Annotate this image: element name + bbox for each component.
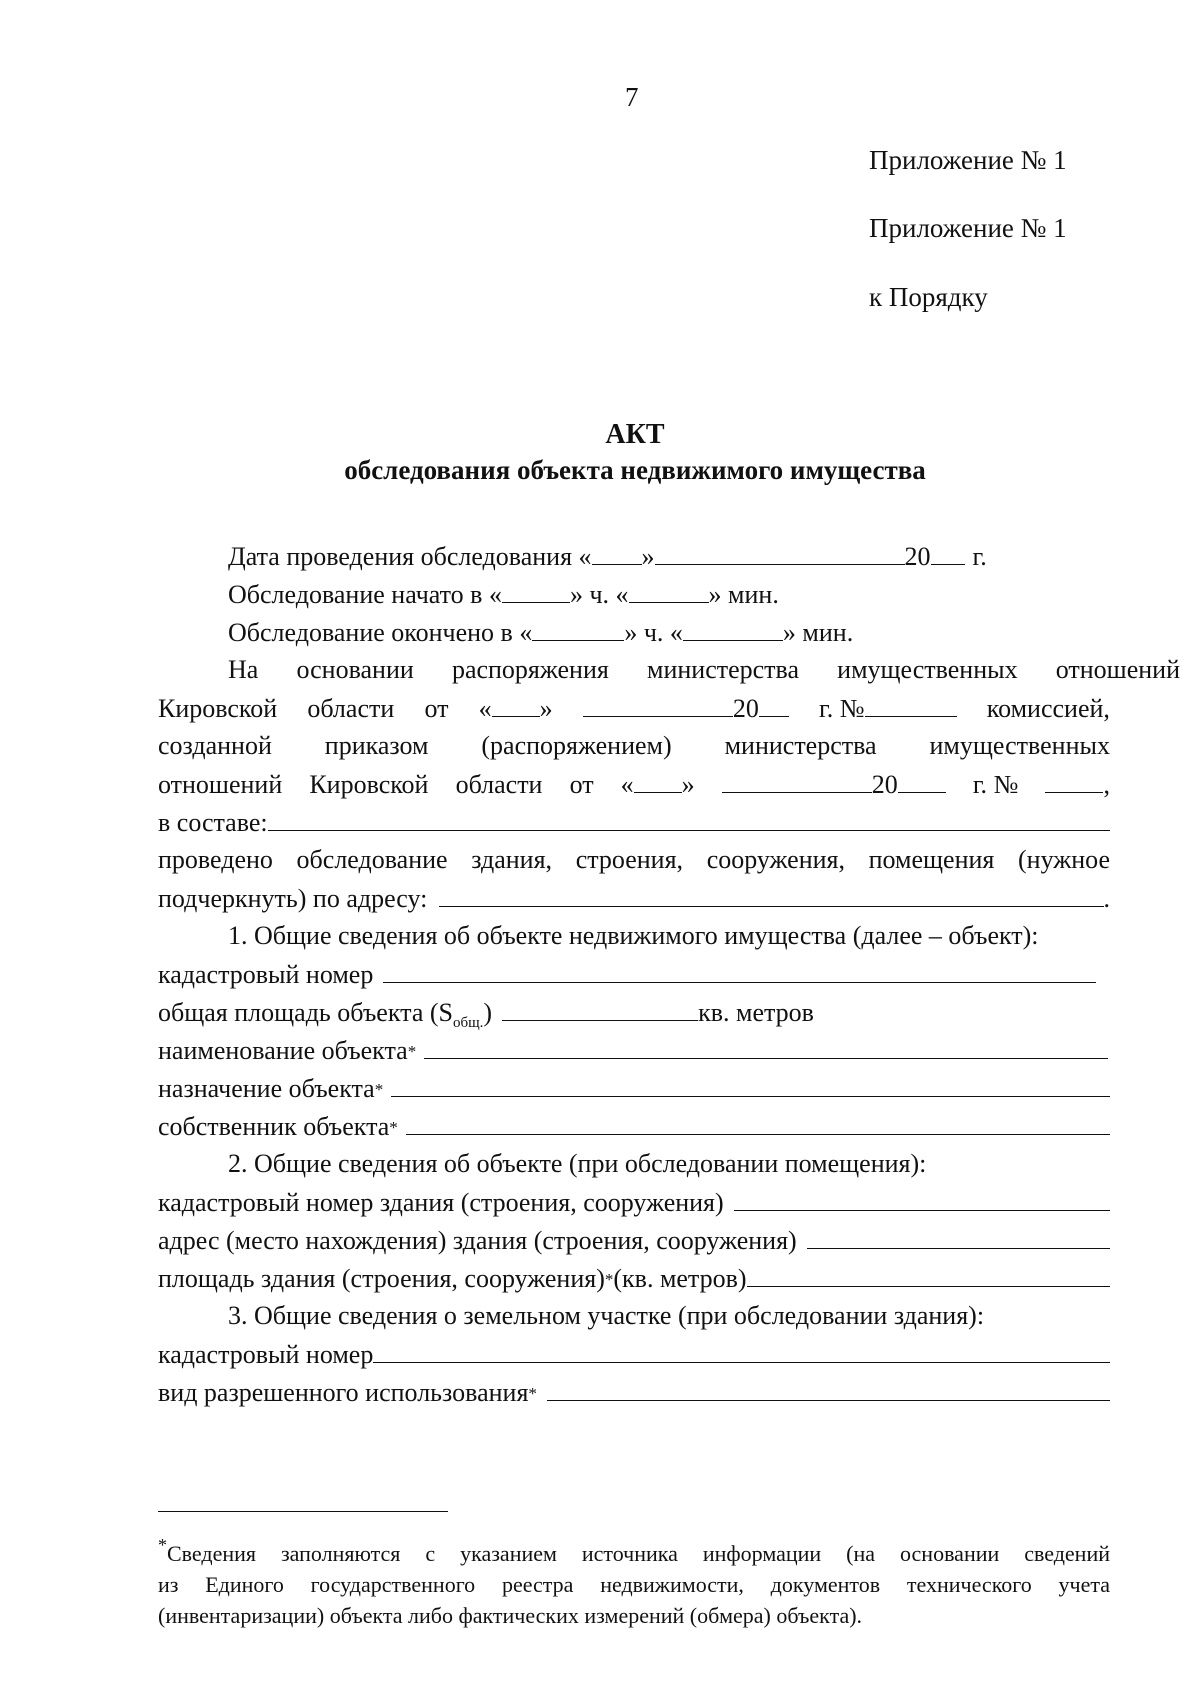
section-2-title: 2. Общие сведения об объекте (при обследовании помещения):: [228, 1149, 927, 1178]
start-minutes-blank[interactable]: [629, 576, 709, 603]
order-number-blank[interactable]: [865, 690, 957, 717]
basis-line-4: отношений Кировской области от « » 20 г. № ,: [158, 766, 1110, 802]
order-month-blank[interactable]: [583, 690, 733, 717]
page-number: 7: [625, 82, 639, 112]
address-blank[interactable]: [439, 880, 1103, 907]
footnote-line-1: *Сведения заполняются с указанием источника информации (на основании сведений: [158, 1534, 1110, 1566]
basis-line-1: На основании распоряжения министерства имущественных отношений: [228, 655, 1180, 684]
section-1-title: 1. Общие сведения об объекте недвижимого имущества (далее – объект):: [228, 921, 1039, 950]
order-year-blank[interactable]: [759, 690, 789, 717]
date-year-blank[interactable]: [931, 538, 965, 565]
s2-address-blank[interactable]: [807, 1222, 1110, 1249]
start-hours-blank[interactable]: [502, 576, 570, 603]
survey-start-line: Обследование начато в « » ч. « » мин.: [158, 576, 1180, 612]
basis-line-3: созданной приказом (распоряжением) министерства имущественных: [158, 731, 1110, 760]
order-day-blank[interactable]: [492, 690, 540, 717]
footnote-separator: [158, 1511, 448, 1512]
s2-cadastral-line: кадастровый номер здания (строения, сооружения): [158, 1184, 1110, 1220]
end-hours-blank[interactable]: [532, 614, 624, 641]
s2-address-line: адрес (место нахождения) здания (строения, сооружения): [158, 1222, 1110, 1258]
s3-cadastral-blank[interactable]: [373, 1336, 1110, 1363]
date-month-blank[interactable]: [655, 538, 905, 565]
s2-cadastral-blank[interactable]: [734, 1184, 1110, 1211]
appendix-label-2: Приложение № 1: [869, 213, 1067, 243]
s1-cadastral-line: кадастровый номер: [158, 956, 1096, 992]
survey-address-line: подчеркнуть) по адресу: .: [158, 880, 1110, 916]
s1-area-line: общая площадь объекта $(S_{общ.})$ кв. метров: [158, 994, 1110, 1030]
s1-name-blank[interactable]: [424, 1032, 1108, 1059]
composition-blank[interactable]: [268, 804, 1110, 831]
s3-use-blank[interactable]: [547, 1374, 1110, 1401]
footnote-line-3: (инвентаризации) объекта либо фактических измерений (обмера) объекта).: [158, 1603, 863, 1628]
decree-month-blank[interactable]: [722, 766, 872, 793]
decree-number-blank[interactable]: [1045, 766, 1103, 793]
s1-name-line: наименование объекта *: [158, 1032, 1108, 1068]
s1-purpose-line: назначение объекта *: [158, 1070, 1110, 1106]
footnote-line-2: из Единого государственного реестра недвижимости, документов технического учета: [158, 1572, 1110, 1597]
survey-object-line-1: проведено обследование здания, строения, сооружения, помещения (нужное: [158, 845, 1110, 874]
basis-line-2: Кировской области от « » 20 г. № комиссией,: [158, 690, 1110, 726]
survey-end-line: Обследование окончено в « » ч. « » мин.: [158, 614, 1180, 650]
s1-area-blank[interactable]: [502, 994, 698, 1021]
decree-day-blank[interactable]: [634, 766, 682, 793]
footnote: [158, 1534, 1110, 1631]
appendix-label-1: Приложение № 1: [869, 145, 1067, 175]
document-title: АКТ: [605, 419, 665, 450]
appendix-order-label: к Порядку: [869, 282, 988, 312]
s3-cadastral-line: кадастровый номер: [158, 1336, 1110, 1372]
s1-purpose-blank[interactable]: [391, 1070, 1110, 1097]
composition-line: в составе:: [158, 804, 1110, 840]
footnote-mark: *: [158, 1534, 167, 1555]
s3-use-line: вид разрешенного использования *: [158, 1374, 1110, 1410]
date-day-blank[interactable]: [592, 538, 642, 565]
decree-year-blank[interactable]: [898, 766, 946, 793]
survey-date-line: Дата проведения обследования « » 20 г.: [158, 538, 1180, 574]
s1-owner-blank[interactable]: [406, 1108, 1110, 1135]
document-subtitle: обследования объекта недвижимого имущества: [344, 455, 926, 485]
s1-owner-line: собственник объекта *: [158, 1108, 1110, 1144]
end-minutes-blank[interactable]: [683, 614, 783, 641]
s2-area-blank[interactable]: [747, 1260, 1110, 1287]
s1-cadastral-blank[interactable]: [383, 956, 1096, 983]
s2-area-line: площадь здания (строения, сооружения) * (кв. метров): [158, 1260, 1110, 1296]
section-3-title: 3. Общие сведения о земельном участке (при обследовании здания):: [228, 1301, 985, 1330]
